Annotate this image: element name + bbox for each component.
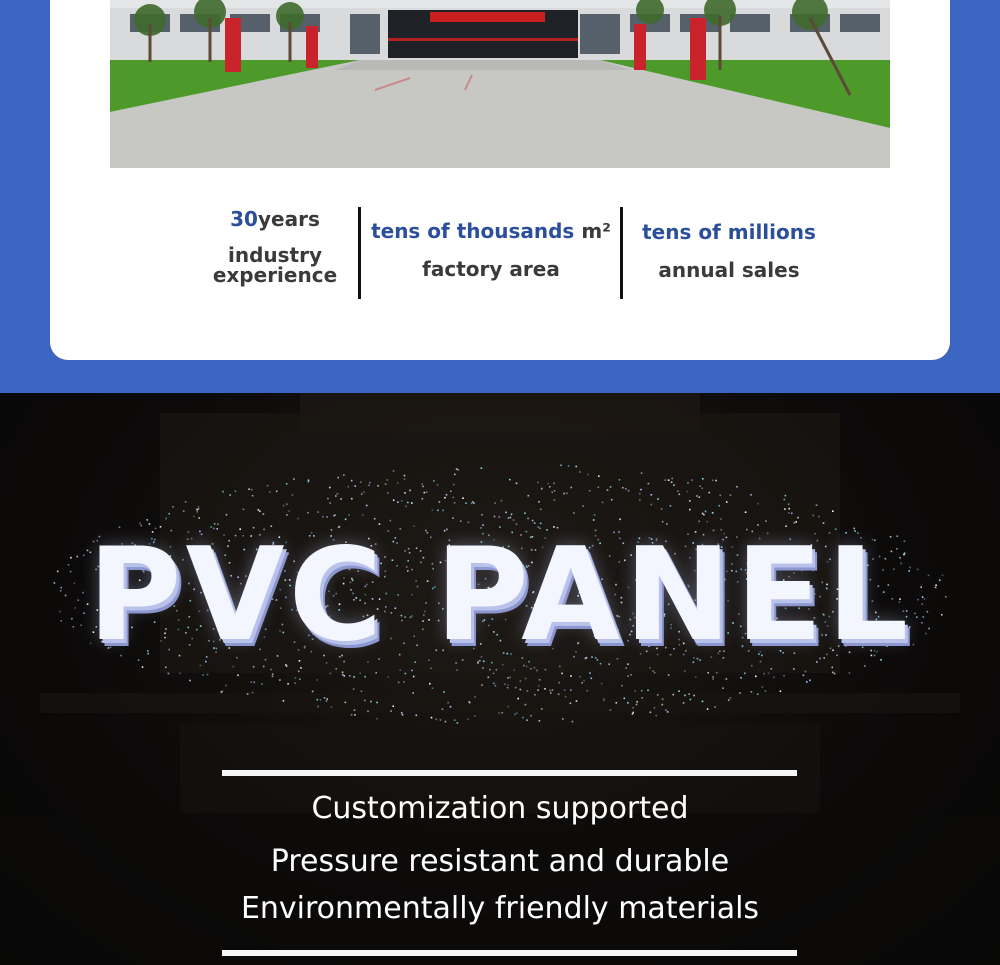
bottom-rule: [222, 950, 797, 956]
pvc-panel-title: PVC PANEL: [87, 521, 913, 670]
sparkle-cloud: [0, 393, 1000, 965]
feature-durable: Pressure resistant and durable: [270, 844, 730, 879]
stat-factory-area-label: factory area: [422, 257, 560, 281]
stat-experience-label-2: experience: [212, 263, 338, 287]
stat-annual-sales: [630, 220, 828, 282]
stats-row: [0, 0, 1000, 360]
feature-customization: Customization supported: [311, 791, 689, 826]
stat-annual-sales-label: annual sales: [658, 258, 800, 282]
stat-annual-sales-value: tens of millions: [642, 220, 816, 244]
pvc-panel-banner: [0, 393, 1000, 965]
stat-experience-label-1: industry: [227, 243, 322, 267]
stat-experience: [200, 207, 350, 285]
stat-divider: [620, 207, 623, 299]
stat-divider: [358, 207, 361, 299]
stat-experience-value: 30years: [230, 207, 320, 231]
stat-factory-area-value: tens of thousands m²: [371, 219, 611, 243]
top-rule: [222, 770, 797, 776]
feature-eco-materials: Environmentally friendly materials: [240, 891, 760, 926]
stat-factory-area: [371, 219, 611, 281]
